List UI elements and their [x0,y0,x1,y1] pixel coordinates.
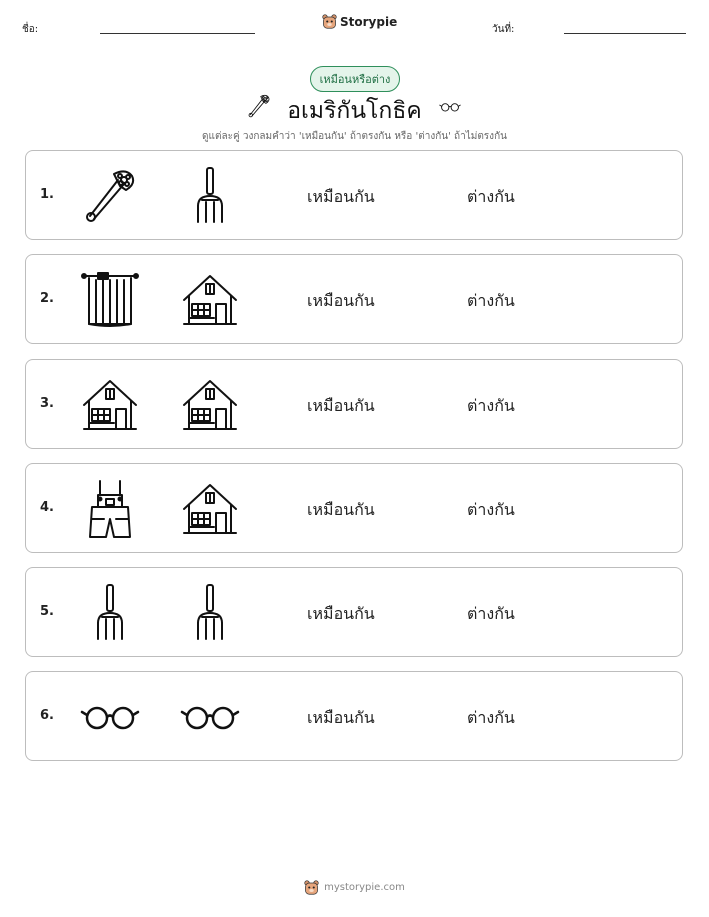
different-option[interactable]: ต่างกัน [467,187,515,206]
same-option[interactable]: เหมือนกัน [307,500,375,519]
same-option[interactable]: เหมือนกัน [307,604,375,623]
question-row [25,567,683,657]
pitchfork-icon [180,166,240,226]
brand-name: Storypie [340,14,398,29]
different-option[interactable]: ต่างกัน [467,708,515,727]
question-row [25,463,683,553]
brand-logo [322,14,397,29]
footer [0,880,709,895]
overalls-icon [80,479,140,539]
different-option[interactable]: ต่างกัน [467,604,515,623]
question-number: 3. [40,396,54,411]
same-option[interactable]: เหมือนกัน [307,708,375,727]
question-number: 5. [40,604,54,619]
house-icon [80,375,140,435]
date-line[interactable] [564,33,686,34]
question-row [25,150,683,240]
activity-badge: เหมือนหรือต่าง [310,66,400,92]
same-option[interactable]: เหมือนกัน [307,396,375,415]
house-icon [180,270,240,330]
storypie-bear-icon [322,14,337,29]
same-option[interactable]: เหมือนกัน [307,187,375,206]
question-row [25,254,683,344]
house-icon [180,479,240,539]
glasses-icon [80,687,140,747]
question-number: 4. [40,500,54,515]
pitchfork-icon [180,583,240,643]
question-number: 6. [40,708,54,723]
same-option[interactable]: เหมือนกัน [307,291,375,310]
date-label: วันที่: [492,24,515,35]
worksheet-title: อเมริกันโกธิค [287,98,422,124]
glasses-icon [180,687,240,747]
house-icon [180,375,240,435]
different-option[interactable]: ต่างกัน [467,396,515,415]
question-number: 1. [40,187,54,202]
name-label: ชื่อ: [22,24,39,35]
different-option[interactable]: ต่างกัน [467,291,515,310]
safety-pin-icon [80,166,140,226]
question-number: 2. [40,291,54,306]
footer-site[interactable]: mystorypie.com [324,882,405,893]
instructions: ดูแต่ละคู่ วงกลมคำว่า 'เหมือนกัน' ถ้าตรงกัน หรือ 'ต่างกัน' ถ้าไม่ตรงกัน [202,131,507,142]
different-option[interactable]: ต่างกัน [467,500,515,519]
question-row [25,359,683,449]
storypie-bear-icon [304,880,319,895]
glasses-icon [434,96,466,118]
curtain-icon [80,270,140,330]
question-row [25,671,683,761]
name-line[interactable] [100,33,255,34]
pitchfork-icon [80,583,140,643]
